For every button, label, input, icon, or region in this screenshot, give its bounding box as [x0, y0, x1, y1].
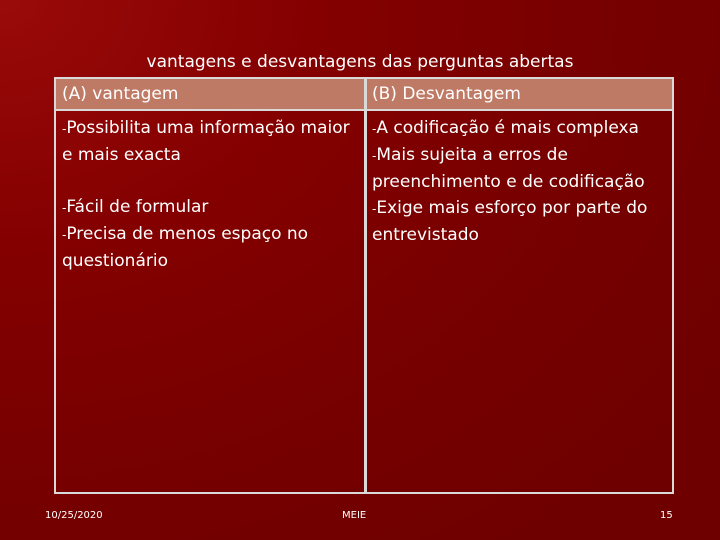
list-item: -A codificação é mais complexa — [372, 118, 639, 138]
footer-date: 10/25/2020 — [45, 510, 103, 521]
vantagens-cell — [62, 115, 358, 274]
list-item: -Precisa de menos espaço no questionário — [62, 224, 309, 271]
header-vantagem: (A) vantagem — [62, 84, 179, 104]
column-divider — [364, 79, 367, 492]
page-number: 15 — [660, 510, 673, 521]
comparison-table — [54, 77, 674, 494]
list-item: -Possibilita uma informação maior e mais exacta — [62, 118, 350, 165]
desvantagens-cell — [372, 115, 672, 248]
slide-title: vantagens e desvantagens das perguntas abertas — [146, 52, 574, 72]
header-desvantagem: (B) Desvantagem — [372, 84, 521, 104]
footer-label: MEIE — [342, 510, 367, 521]
list-item: -Mais sujeita a erros de preenchimento e de codificação — [372, 145, 645, 192]
list-item: -Exige mais esforço por parte do entrevistado — [372, 198, 648, 245]
list-item: -Fácil de formular — [62, 197, 209, 217]
